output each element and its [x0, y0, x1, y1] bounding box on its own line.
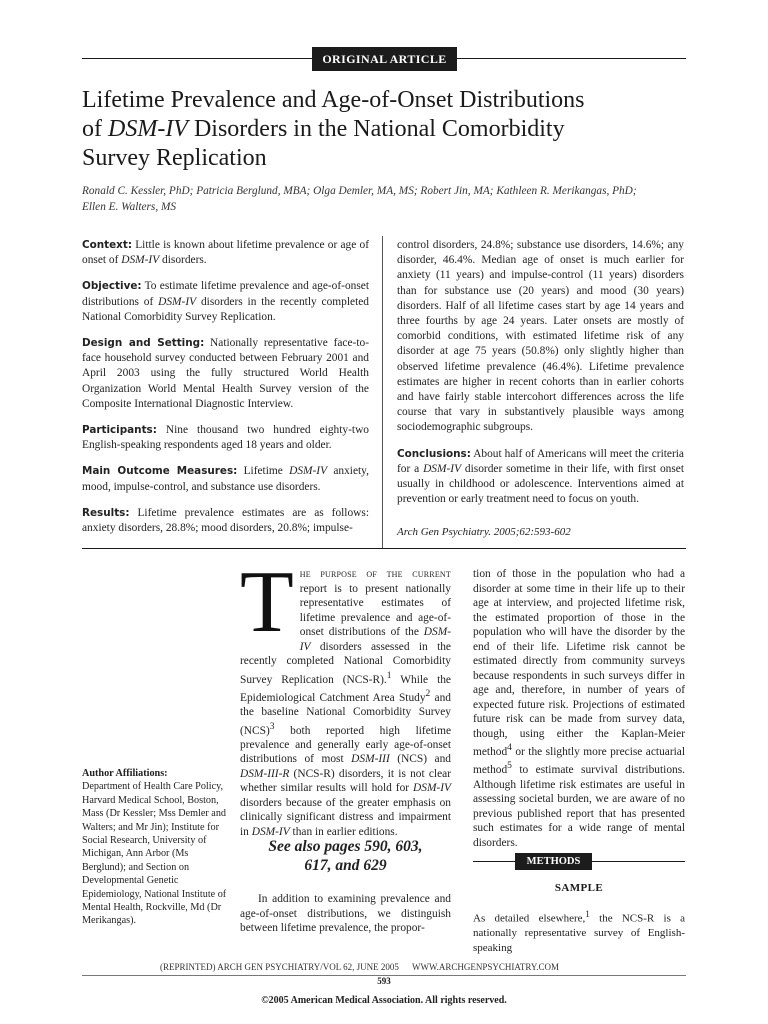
- copyright-notice: ©2005 American Medical Association. All rights reserved.: [261, 995, 507, 1006]
- abstract-divider: [382, 236, 383, 548]
- methods-rule-right: [592, 861, 685, 862]
- title-line-2: of DSM-IV Disorders in the National Comorbidity: [82, 116, 565, 142]
- see-also-callout: See also pages 590, 603, 617, and 629: [268, 838, 423, 874]
- title-line-3: Survey Replication: [82, 145, 267, 171]
- abstract-results-continued: control disorders, 24.8%; substance use disorders, 14.6%; any disorder, 46.4%. Median age of onset is much earlier for anxiety (11 years) and impulse-control (11 years) disorders than for substance use (20 years) and mood (30 years) disorders. Half of all lifetime cases start by age 14 years and three fourths by age 24 years. Later onsets are mostly of comorbid conditions, with estimated lifetime risk of any disorder at age 75 years (50.8%) only slightly higher than observed lifetime prevalence (46.4%). Lifetime prevalence estimates are higher in recent cohorts than in earlier cohorts and have fairly stable intercohort differences across the life course that vary in substantively plausible ways among sociodemographic subgroups.: [397, 239, 684, 434]
- abstract-objective: Objective: To estimate lifetime prevalence and age-of-onset distributions of DSM-IV disorders in the recently completed National Comorbidity Survey Replication.: [82, 280, 369, 323]
- body-column-3: tion of those in the population who had a disorder at some time in their life up to their age at interview, and projected lifetime risk, the estimated proportion of those in the population who will have the disorder by the end of their life. Lifetime risk cannot be estimated directly from community surveys because respondents in such surveys differ in age and, therefore, in number of years of expected future risk. Projections of estimated future risk can be made from survey data, though, using either the Kaplan-Meier method$^4$ or the slightly more precise actuarial method$^5$ to estimate survival distributions. Although lifetime risk estimates are useful in assessing societal burden, we are aware of no previous published report that has presented such estimates for a wide range of mental disorders.: [473, 568, 685, 849]
- page-number: 593: [377, 976, 391, 986]
- footer-journal: (REPRINTED) ARCH GEN PSYCHIATRY/VOL 62, JUNE 2005: [160, 962, 399, 972]
- article-type-label: ORIGINAL ARTICLE: [312, 47, 457, 71]
- abstract-participants: Participants: Nine thousand two hundred eighty-two English-speaking respondents aged 18 years and older.: [82, 424, 369, 452]
- abstract-context: Context: Little is known about lifetime prevalence or age of onset of DSM-IV disorders.: [82, 239, 369, 267]
- citation: Arch Gen Psychiatry. 2005;62:593-602: [397, 526, 571, 539]
- methods-heading: METHODS: [515, 853, 592, 870]
- sample-heading: SAMPLE: [554, 882, 604, 894]
- sample-paragraph: As detailed elsewhere,$^1$ the NCS-R is a nationally representative survey of English-speaking: [473, 909, 685, 954]
- abstract-results: Results: Lifetime prevalence estimates are as follows: anxiety disorders, 28.8%; mood disorders, 20.8%; impulse-: [82, 506, 369, 535]
- abstract-bottom-rule: [82, 548, 686, 549]
- abstract-right-column: [397, 238, 684, 541]
- author-list: Ronald C. Kessler, PhD; Patricia Berglund, MBA; Olga Demler, MA, MS; Robert Jin, MA; Kathleen R. Merikangas, PhD; Ellen E. Walters, MS: [82, 185, 637, 213]
- article-title: [82, 86, 682, 173]
- author-affiliations: Author Affiliations: Department of Health Care Policy, Harvard Medical School, Boston, Mass (Dr Kessler; Mss Demler and Walters; and Mr Jin); Institute for Social Research, University of Michigan, Ann Arbor (Ms Berglund); and Section on Developmental Genetic Epidemiology, National Institute of Mental Health, Rockville, Md (Dr Merikangas).: [82, 768, 227, 927]
- abstract-design: Design and Setting: Nationally representative face-to-face household survey conducted between February 2001 and April 2003 using the fully structured World Health Organization World Mental Health Survey version of the Composite International Diagnostic Interview.: [82, 337, 369, 410]
- drop-cap: T: [240, 554, 294, 651]
- intro-paragraph: The purpose of the current report is to present nationally representative estimates of lifetime prevalence and age-of-onset distributions of the DSM-IV disorders assessed in the recently completed National Comorbidity Survey Replication (NCS-R).$^1$ While the Epidemiological Catchment Area Study$^2$ and the baseline National Comorbidity Survey (NCS)$^3$ both reported high lifetime prevalence and generally early age-of-onset distributions of most DSM-III (NCS) and DSM-III-R (NCS-R) disorders, it is not clear whether similar results will hold for DSM-IV disorders because of the greater emphasis on clinically significant distress and impairment in DSM-IV than in earlier editions.: [240, 554, 451, 838]
- footer-url: WWW.ARCHGENPSYCHIATRY.COM: [412, 962, 560, 972]
- abstract-left-column: [82, 238, 369, 547]
- body-column-2: [240, 554, 451, 839]
- abstract-outcome: Main Outcome Measures: Lifetime DSM-IV anxiety, mood, impulse-control, and substance use disorders.: [82, 465, 369, 493]
- abstract-conclusions: Conclusions: About half of Americans will meet the criteria for a DSM-IV disorder sometime in their life, with first onset usually in childhood or adolescence. Interventions aimed at prevention or early treatment need to focus on youth.: [397, 447, 684, 506]
- second-paragraph: In addition to examining prevalence and age-of-onset distributions, we distinguish between lifetime prevalence, the propor-: [240, 893, 451, 934]
- title-line-1: Lifetime Prevalence and Age-of-Onset Distributions: [82, 87, 585, 113]
- methods-rule-left: [473, 861, 515, 862]
